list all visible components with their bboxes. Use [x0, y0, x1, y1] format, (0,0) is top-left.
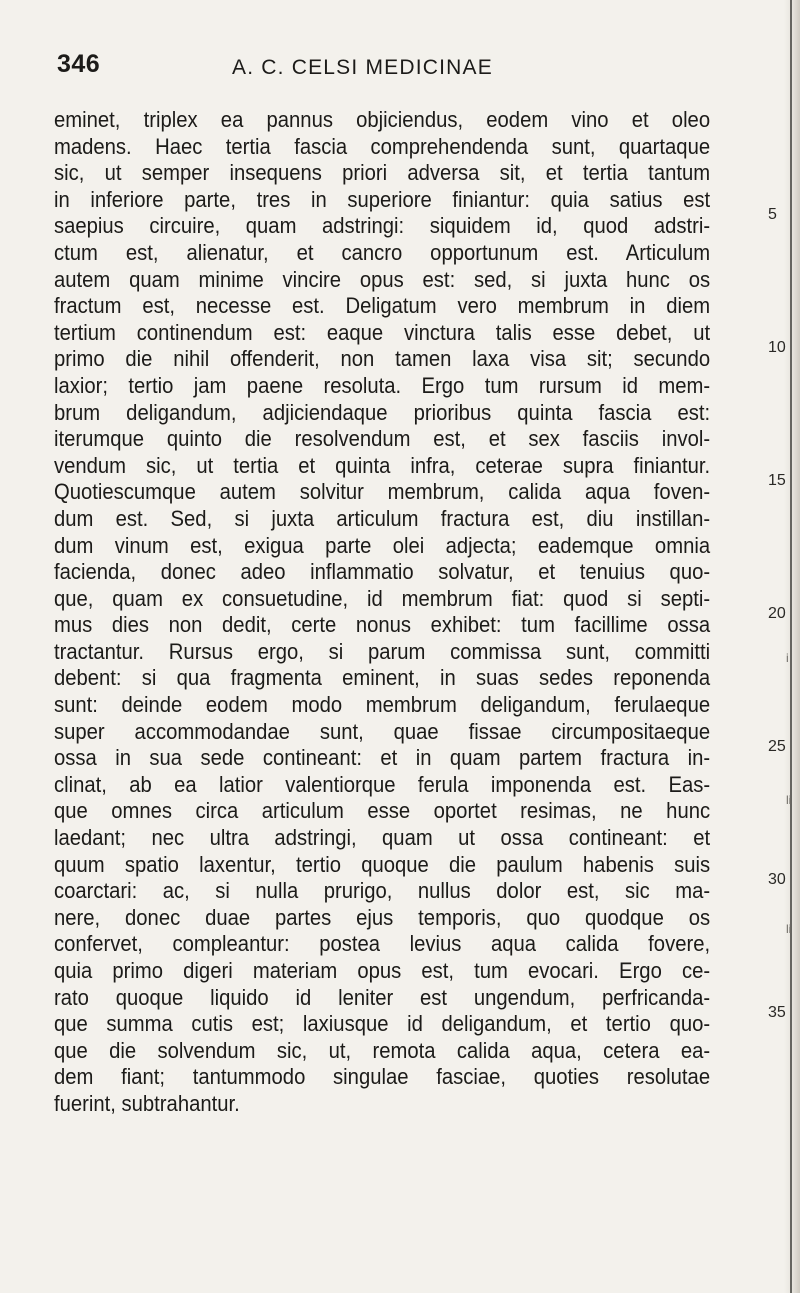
text-line: super accommodandae sunt, quae fissae circumpositaeque — [54, 718, 711, 744]
text-line: mus dies non dedit, certe nonus exhibet: tum facillime ossa — [54, 612, 711, 638]
edge-mark: li — [786, 922, 792, 936]
text-line: dum est. Sed, si juxta articulum fractura est, diu instillan- — [54, 505, 711, 531]
line-number-15: 15 — [768, 472, 786, 489]
text-line: rato quoque liquido id leniter est ungendum, perfricanda- — [54, 984, 711, 1010]
line-number-35: 35 — [768, 1004, 786, 1021]
text-line: tractantur. Rursus ergo, si parum commissa sunt, committi — [54, 638, 711, 664]
text-line: laedant; nec ultra adstringi, quam ut ossa contineant: et — [54, 825, 711, 851]
text-line: quia primo digeri materiam opus est, tum evocari. Ergo ce- — [54, 958, 711, 983]
text-line: que omnes circa articulum esse oportet resimas, ne hunc — [54, 798, 711, 824]
text-line: facienda, donec adeo inflammatio solvatur, et tenuius quo- — [54, 559, 711, 585]
line-number-5: 5 — [768, 206, 777, 223]
text-line: clinat, ab ea latior valentiorque ferula imponenda est. Eas- — [54, 771, 711, 797]
text-line: coarctari: ac, si nulla prurigo, nullus dolor est, sic ma- — [54, 878, 711, 904]
line-number-25: 25 — [768, 738, 786, 755]
text-line: ossa in sua sede contineant: et in quam partem fractura in- — [54, 745, 711, 771]
text-line: vendum sic, ut tertia et quinta infra, ceterae supra finiantur. — [54, 452, 711, 478]
text-line: in inferiore parte, tres in superiore finiantur: quia satius est — [54, 186, 711, 212]
text-line: que die solvendum sic, ut, remota calida aqua, cetera ea- — [54, 1037, 711, 1063]
text-line: nere, donec duae partes ejus temporis, quo quodque os — [54, 904, 711, 930]
line-number-20: 20 — [768, 605, 786, 622]
text-line: fractum est, necesse est. Deligatum vero membrum in diem — [54, 293, 711, 319]
body-text — [54, 107, 754, 1118]
text-line: eminet, triplex ea pannus objiciendus, eodem vino et oleo — [54, 107, 711, 132]
text-line: laxior; tertio jam paene resoluta. Ergo tum rursum id mem- — [54, 372, 711, 398]
line-number-10: 10 — [768, 339, 786, 356]
text-line: iterumque quinto die resolvendum est, et sex fasciis invol- — [54, 426, 711, 452]
text-line: que, quam ex consuetudine, id membrum fiat: quod si septi- — [54, 585, 711, 611]
text-line: dem fiant; tantummodo singulae fasciae, quoties resolutae — [54, 1064, 711, 1090]
text-line: sic, ut semper insequens priori adversa sit, et tertia tantum — [54, 160, 711, 186]
text-line: brum deligandum, adjiciendaque prioribus quinta fascia est: — [54, 399, 711, 425]
running-head: A. C. CELSI MEDICINAE — [232, 56, 493, 79]
edge-mark: li — [786, 793, 792, 807]
page-edge-shadow — [784, 0, 800, 1293]
text-line: saepius circuire, quam adstringi: siquidem id, quod adstri- — [54, 213, 711, 239]
text-line: confervet, compleantur: postea levius aqua calida fovere, — [54, 931, 711, 957]
text-line: que summa cutis est; laxiusque id deligandum, et tertio quo- — [54, 1011, 711, 1037]
text-line: fuerint, subtrahantur. — [54, 1090, 240, 1116]
page-number: 346 — [57, 50, 101, 78]
text-line: primo die nihil offenderit, non tamen laxa visa sit; secundo — [54, 346, 711, 372]
text-line: quum spatio laxentur, tertio quoque die paulum habenis suis — [54, 851, 711, 877]
text-line: autem quam minime vincire opus est: sed, si juxta hunc os — [54, 266, 711, 292]
text-line: Quotiescumque autem solvitur membrum, calida aqua foven- — [54, 479, 711, 505]
text-line: ctum est, alienatur, et cancro opportunum est. Articulum — [54, 239, 711, 265]
page-edge-line — [790, 0, 792, 1293]
edge-mark: i — [786, 651, 789, 665]
text-line: madens. Haec tertia fascia comprehendenda sunt, quartaque — [54, 133, 711, 159]
line-number-30: 30 — [768, 871, 786, 888]
text-line: debent: si qua fragmenta eminent, in suas sedes reponenda — [54, 665, 711, 691]
text-line: tertium continendum est: eaque vinctura talis esse debet, ut — [54, 319, 711, 345]
text-line: sunt: deinde eodem modo membrum deligandum, ferulaeque — [54, 692, 711, 718]
text-line: dum vinum est, exigua parte olei adjecta; eademque omnia — [54, 532, 711, 558]
